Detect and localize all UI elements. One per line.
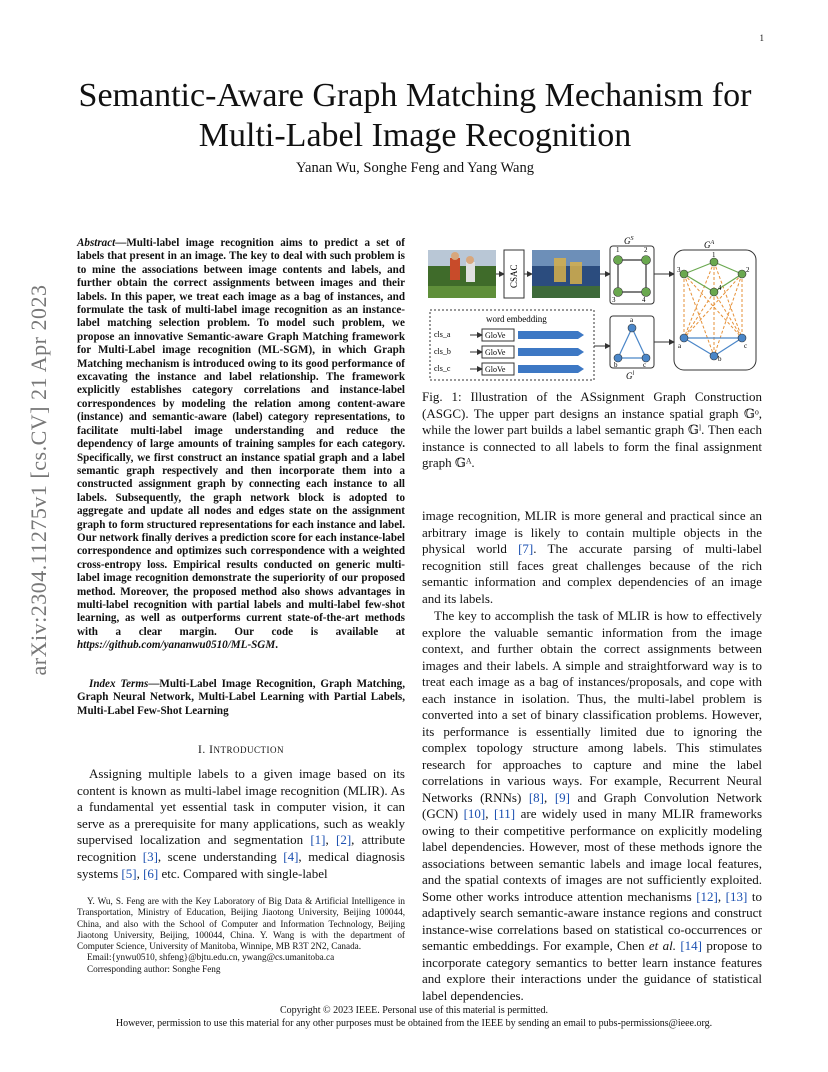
embedding-arrows: [518, 331, 584, 373]
assign-node-4: 4: [718, 284, 722, 292]
section-heading-text: I. INTRODUCTION: [198, 744, 284, 756]
assign-node-2: 2: [746, 266, 750, 274]
author-list: Yanan Wu, Songhe Feng and Yang Wang: [296, 160, 534, 176]
citation-link[interactable]: [11]: [493, 806, 516, 821]
arxiv-sidebar-stamp: [28, 285, 50, 675]
assign-node-1: 1: [712, 251, 716, 259]
index-terms-text: —Multi-Label Image Recognition, Graph Matching, Graph Neural Network, Multi-Label Learning with Partial Labels, Multi-Label Few-Shot Learning: [77, 678, 405, 717]
abstract-end: .: [275, 639, 278, 652]
code-url-link[interactable]: https://github.com/yananwu0510/ML-SGM: [77, 639, 276, 652]
citation-link[interactable]: [13]: [725, 888, 748, 904]
body-text: etc. Compared with single-label: [158, 865, 328, 881]
page-number: 1: [759, 33, 764, 43]
body-text: propose to incorporate category semantics to better learn instance features and explore their interactions under the guidance of statistical label dependencies.: [422, 938, 762, 1003]
cls-c-label: cls_c: [434, 364, 451, 373]
right-paragraph-2: [422, 608, 762, 1004]
right-column-body: [422, 508, 762, 1004]
citation-link[interactable]: [4]: [283, 848, 299, 864]
spatial-node-3: 3: [612, 296, 616, 304]
citation-link[interactable]: [10]: [463, 806, 486, 821]
intro-text: [77, 766, 405, 882]
citation-link[interactable]: [8]: [528, 789, 545, 805]
citation-link[interactable]: [1]: [310, 832, 326, 848]
copyright-notice: [0, 1004, 828, 1030]
assign-node-b: b: [718, 355, 722, 363]
body-text: The key to accomplish the task of MLIR is how to effectively explore the valuable semantic information from the image context, and further obtain the correct assignments between images and their labels. A simple and straightforward way is to treat each image as a bag of instances/proposals, and cope with each instance in isolation. Thus, the multi-label problem is converted into a set of binary classification problems. However, its performance is essentially limited due to ignoring the complex topology structure among labels. This stimulates research for approaches to capture and mine the label correlations in various ways. For example, Recurrent Neural Networks (RNNs): [422, 608, 762, 805]
spatial-node-4: 4: [642, 296, 646, 304]
body-text: ,: [717, 888, 726, 904]
body-text: ,: [136, 865, 144, 881]
footnote-corresponding-author: Corresponding author: Songhe Feng: [87, 963, 221, 974]
body-text: ,: [544, 789, 555, 805]
footnote-email: Email:{ynwu0510, shfeng}@bjtu.edu.cn, ywang@cs.umanitoba.ca: [87, 952, 335, 963]
intro-paragraph: [77, 766, 405, 882]
footnote-affiliations: Y. Wu, S. Feng are with the Key Laboratory of Big Data & Artificial Intelligence in Transportation, Ministry of Education, Beijing Jiaotong University, Beijing 100044, China, and also with the School of Computer and Information Technology, Beijing Jiaotong University, Beijing, 100044, China. Y. Wang is with the department of Computer Science, University of Manitoba, Winnipe, MB R3T 2N2, Canada.: [77, 896, 405, 952]
section-heading-introduction: [77, 744, 405, 756]
svg-text:GS: [624, 236, 634, 246]
figure-diagram: [428, 236, 758, 382]
label-node-c: c: [643, 361, 647, 369]
abstract-lead: Abstract: [77, 237, 116, 249]
word-embedding-label: word embedding: [486, 314, 547, 324]
csac-label: CSAC: [509, 264, 519, 288]
citation-link[interactable]: [7]: [518, 541, 534, 556]
svg-text:GA: [704, 240, 715, 250]
gl-label: G: [626, 371, 633, 381]
body-text: ,: [485, 806, 494, 821]
gs-sup: S: [630, 236, 634, 242]
glove-b: GloVe: [485, 348, 506, 357]
copyright-line-2: However, permission to use this material for any other purposes must be obtained from the IEEE by sending an email to pubs-permissions@ieee.org.: [115, 1018, 713, 1029]
citation-link[interactable]: [12]: [696, 888, 718, 904]
citation-link[interactable]: [5]: [121, 865, 137, 881]
citation-link[interactable]: [3]: [142, 848, 158, 864]
glove-c: GloVe: [485, 365, 506, 374]
spatial-node-1: 1: [616, 246, 620, 254]
body-text: ,: [325, 832, 336, 848]
input-photo: [428, 250, 496, 298]
label-node-a: a: [630, 316, 634, 324]
feature-map: [532, 250, 600, 298]
affiliation-footnote: [77, 896, 405, 975]
assign-node-c: c: [744, 342, 748, 350]
svg-text:Gl: [626, 371, 635, 381]
body-text: Assigning multiple labels to a given image based on its content is known as multi-label image recognition (MLIR). As a fundamental yet essential task in computer vision, it can serve as a prerequisite for many applications, such as weakly supervised localization and segmentation: [77, 766, 405, 848]
abstract: [77, 237, 405, 653]
body-text: and Graph Convolution Network (GCN): [422, 789, 762, 821]
abstract-text: —Multi-label image recognition aims to predict a set of labels that present in an image. The key to deal with such problem is to mine the associations between image contents and labels, and further obtain the correct assignments between images and their labels. In this paper, we treat each image as a bag of instances, and formulate the task of multi-label image recognition as an instance-label matching selection problem. To model such problem, we propose an innovative Semantic-aware Graph Matching framework for Multi-Label image recognition (ML-SGM), in which Graph Matching mechanism is introduced owing to its good performance of excavating the instance and label relationship. The framework explicitly establishes category correlations and instance-label correspondences by modeling the relation among content-aware (instance) and semantic-aware (label) category representations, to facilitate multi-label image understanding and reduce the dependency of large amounts of training samples for each category. Specifically, we first construct an instance spatial graph and a label semantic graph respectively and then incorporate them into a constructed assignment graph by connecting each instance to all labels. Subsequently, the graph network block is adopted to aggregate and update all nodes and edges state on the assignment graph to form structured representations for each instance and label. Our network finally derives a prediction score for each instance-label correspondence and optimizes such correspondence with a weighted cross-entropy loss. Empirical results conducted on generic multi-label image recognition demonstrate the superiority of our proposed method. Moreover, the proposed method also shows advantages in multi-label recognition with partial labels and multi-label few-shot learning, as well as outperforms current state-of-the-art methods with a clear margin. Our code is available at: [77, 237, 405, 638]
body-text: , scene understanding: [157, 848, 284, 864]
index-terms-lead: Index Terms: [89, 678, 149, 690]
figure-caption: Fig. 1: Illustration of the ASsignment Graph Construction (ASGC). The upper part designs an instance spatial graph 𝔾ᵒ, while the lower part builds a label semantic graph 𝔾ˡ. Then each instance is connected to all labels to form the final assignment graph 𝔾ᴬ.: [422, 389, 762, 470]
right-paragraph-1: [422, 508, 762, 607]
citation-link[interactable]: [2]: [336, 832, 352, 848]
paper-title: Semantic-Aware Graph Matching Mechanism for Multi-Label Image Recognition: [78, 77, 752, 154]
body-text: are widely used in many MLIR frameworks owing to their competitive performance on explicitly modeling label dependencies. However, most of these methods ignore the associations between semantic labels and image local features, and the spatial contexts of images are not sufficiently exploited. Some other works introduce attention mechanisms: [422, 806, 762, 904]
ga-sup: A: [710, 240, 715, 246]
copyright-line-1: Copyright © 2023 IEEE. Personal use of this material is permitted.: [279, 1005, 549, 1016]
body-text: , medical diagnosis systems: [77, 848, 405, 881]
body-text: to adaptively search semantic-aware instance regions and construct instance-wise correlations based on statistical co-occurrences or semantic embeddings. For example, Chen: [422, 888, 762, 953]
citation-link[interactable]: [14]: [680, 938, 702, 953]
assign-node-a: a: [678, 342, 682, 350]
assign-node-3: 3: [677, 266, 681, 274]
figure-asgc: [428, 236, 758, 382]
citation-link[interactable]: [6]: [143, 865, 159, 881]
label-node-b: b: [614, 361, 618, 369]
cls-b-label: cls_b: [434, 347, 451, 356]
body-text: . The accurate parsing of multi-label recognition still faces great challenges because of the rich semantic information and complex dependencies of an image and its labels.: [422, 541, 763, 606]
arxiv-identifier: arXiv:2304.11275v1 [cs.CV] 21 Apr 2023: [26, 284, 51, 676]
csac-module: [504, 250, 524, 298]
gl-sup: l: [632, 371, 635, 377]
glove-a: GloVe: [485, 331, 506, 340]
citation-link[interactable]: [9]: [554, 789, 570, 805]
body-text: image recognition, MLIR is more general and practical since an arbitrary image is likely to contain multiple objects in the physical world: [422, 508, 762, 556]
body-text: , attribute recognition: [77, 832, 405, 864]
cls-a-label: cls_a: [434, 330, 451, 339]
index-terms: [77, 678, 405, 718]
ga-label: G: [704, 240, 711, 250]
spatial-node-2: 2: [644, 246, 648, 254]
gs-label: G: [624, 236, 631, 246]
italic-text: et al.: [648, 938, 676, 953]
